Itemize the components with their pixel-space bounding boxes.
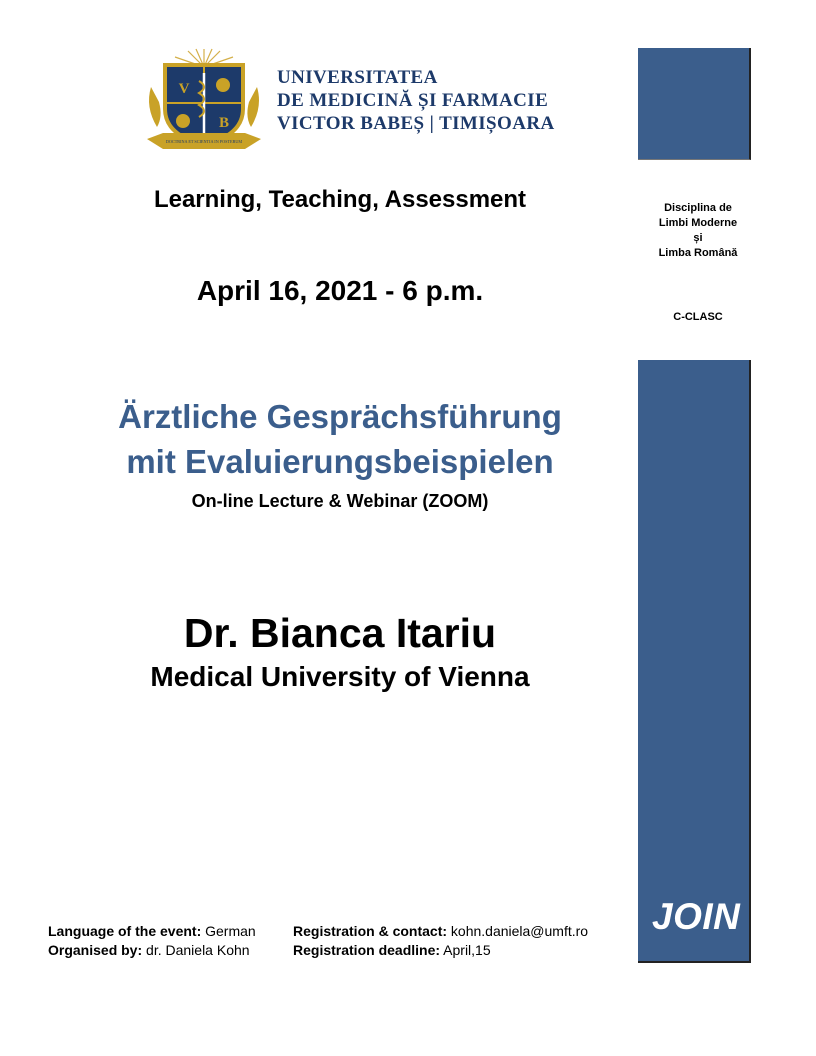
sidebar-main-block [638, 360, 751, 963]
department-line-2: Limbi Moderne [658, 217, 738, 229]
speaker-name: Dr. Bianca Itariu [183, 610, 497, 656]
university-name [277, 66, 555, 135]
contact-email-link[interactable]: kohn.daniela@umft.ro [450, 923, 589, 939]
deadline-row [293, 941, 588, 960]
sidebar-top-block [638, 48, 751, 160]
event-date: April 16, 2021 - 6 p.m. [196, 275, 484, 306]
language-value: German [205, 923, 256, 939]
department-name [638, 201, 758, 261]
footer-left [48, 922, 256, 960]
department-line-1: Disciplina de [664, 202, 732, 214]
crest-letter-v: V [178, 81, 190, 97]
language-label: Language of the event: [48, 923, 202, 939]
crest-motto: DOCTRINA ET SCIENTIA IN POSTERUM [165, 139, 243, 144]
contact-row [293, 922, 588, 941]
event-series: Learning, Teaching, Assessment [153, 186, 527, 213]
crest-letter-b: B [218, 115, 230, 131]
footer-right [293, 922, 588, 960]
deadline-label: Registration deadline: [293, 942, 441, 958]
department-line-4: Limba Română [658, 247, 738, 259]
event-title-line-1: Ärztliche Gesprächsführung [118, 398, 562, 435]
join-button[interactable]: JOIN [652, 896, 741, 937]
contact-label: Registration & contact: [293, 923, 448, 939]
university-crest-logo [143, 47, 265, 157]
speaker-affiliation: Medical University of Vienna [150, 661, 530, 692]
organiser-row [48, 941, 256, 960]
event-title [40, 394, 640, 484]
university-name-line-3: VICTOR BABEȘ | TIMIȘOARA [277, 113, 555, 134]
event-format: On-line Lecture & Webinar (ZOOM) [191, 491, 489, 511]
organiser-label: Organised by: [48, 942, 143, 958]
event-title-line-2: mit Evaluierungsbeispielen [126, 443, 554, 480]
deadline-value: April,15 [443, 942, 491, 958]
department-code: C-CLASC [673, 311, 723, 323]
language-row [48, 922, 256, 941]
department-line-3: și [693, 232, 703, 244]
university-name-line-2: DE MEDICINĂ ȘI FARMACIE [277, 90, 549, 111]
university-name-line-1: UNIVERSITATEA [277, 67, 438, 88]
organiser-value: dr. Daniela Kohn [146, 942, 250, 958]
